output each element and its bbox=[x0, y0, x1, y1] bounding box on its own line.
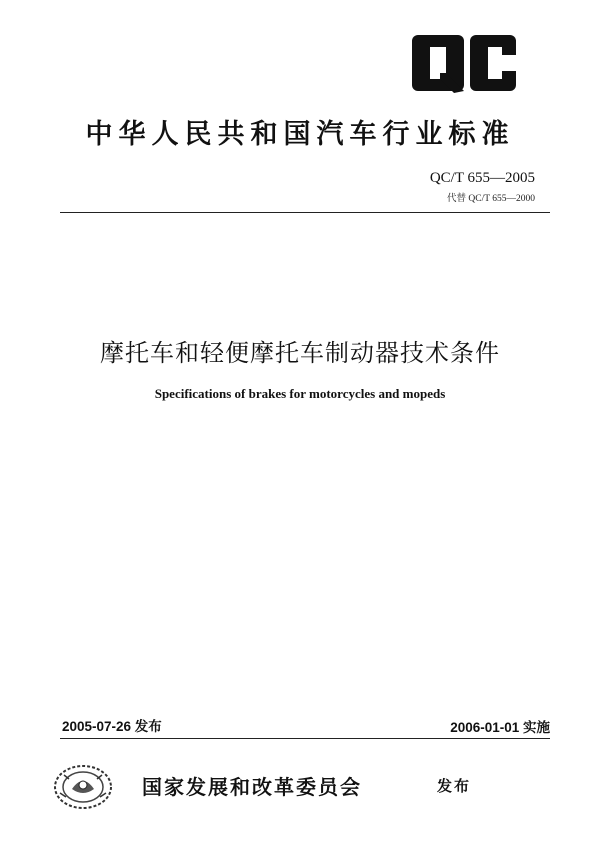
issuing-authority: 国家发展和改革委员会 bbox=[142, 775, 362, 799]
document-title-en: Specifications of brakes for motorcycles and mopeds bbox=[154, 386, 446, 401]
publish-label: 发布 bbox=[437, 777, 472, 795]
qc-logo bbox=[410, 33, 518, 95]
header-divider bbox=[60, 212, 550, 213]
document-title-cn: 摩托车和轻便摩托车制动器技术条件 bbox=[100, 339, 500, 367]
footer-divider bbox=[60, 738, 550, 739]
implementation-date: 2006-01-01 实施 bbox=[450, 720, 550, 735]
standard-code: QC/T 655—2005 bbox=[429, 170, 535, 186]
standard-category-title: 中华人民共和国汽车行业标准 bbox=[85, 119, 515, 150]
issue-date: 2005-07-26 发布 bbox=[62, 719, 162, 734]
replaced-standard-code: 代替 QC/T 655—2000 bbox=[447, 194, 535, 204]
emblem-seal bbox=[52, 763, 114, 811]
